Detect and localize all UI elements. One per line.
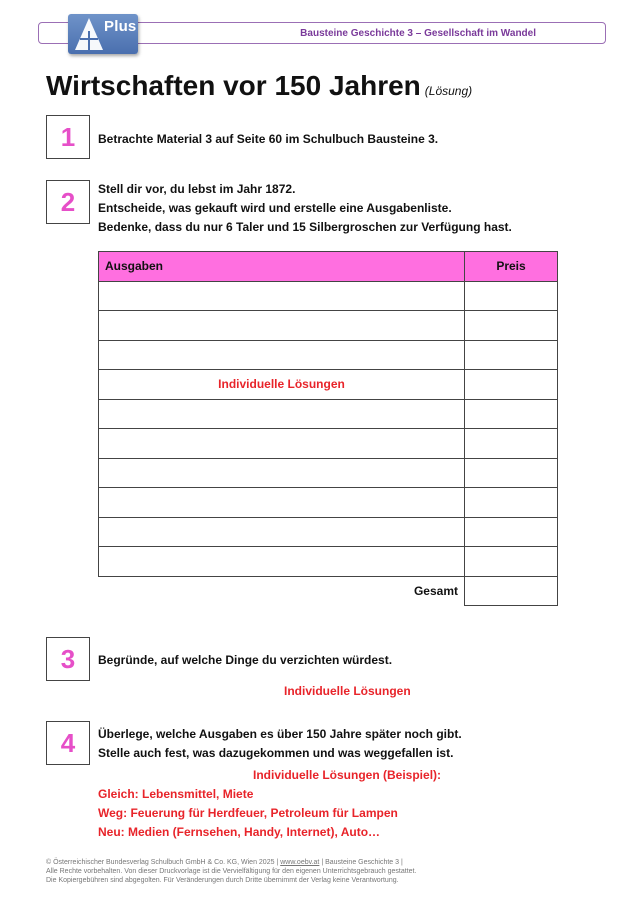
price-cell[interactable] (465, 340, 558, 370)
task-4-answer-line: Neu: Medien (Fernsehen, Handy, Internet), Auto… (98, 825, 381, 839)
table-row (99, 311, 558, 341)
solution-note: Individuelle Lösungen (99, 370, 465, 400)
task-4-answer-line: Weg: Feuerung für Herdfeuer, Petroleum für Lampen (98, 806, 398, 820)
task-2-text (98, 180, 512, 237)
table-row (99, 281, 558, 311)
table-row (99, 488, 558, 518)
task-3-answer: Individuelle Lösungen (284, 684, 411, 698)
task-2-line: Bedenke, dass du nur 6 Taler und 15 Silbergroschen zur Verfügung hast. (98, 220, 512, 234)
page-title-main: Wirtschaften vor 150 Jahren (46, 70, 421, 101)
price-cell[interactable] (465, 281, 558, 311)
task-2-line: Entscheide, was gekauft wird und erstelle eine Ausgabenliste. (98, 201, 452, 215)
expense-cell[interactable] (99, 488, 465, 518)
price-cell[interactable] (465, 517, 558, 547)
task-1-line: Betrachte Material 3 auf Seite 60 im Schulbuch Bausteine 3. (98, 132, 439, 146)
task-3-line: Begründe, auf welche Dinge du verzichten würdest. (98, 653, 393, 667)
table-row (99, 547, 558, 577)
price-cell[interactable] (465, 311, 558, 341)
series-title: Bausteine Geschichte 3 – Gesellschaft im Wandel (300, 28, 536, 39)
task-2-line: Stell dir vor, du lebst im Jahr 1872. (98, 182, 296, 196)
footer-line: Die Kopiergebühren sind abgegolten. Für Veränderungen durch Dritte übernimmt der Verlag keine Verantwortung. (46, 877, 399, 884)
table-header-row (99, 252, 558, 282)
column-header-expenses: Ausgaben (99, 252, 465, 282)
expense-cell[interactable] (99, 311, 465, 341)
expense-cell[interactable] (99, 517, 465, 547)
task-number-1: 1 (46, 115, 90, 159)
price-cell[interactable] (465, 429, 558, 459)
task-4-text (98, 725, 462, 763)
publisher-link[interactable]: www.oebv.at (280, 859, 320, 866)
page-title (46, 70, 472, 102)
task-4-answer-heading: Individuelle Lösungen (Beispiel): (253, 768, 442, 782)
footer-line (46, 858, 466, 867)
price-cell[interactable] (465, 458, 558, 488)
task-3-text (98, 651, 392, 670)
task-4-line: Überlege, welche Ausgaben es über 150 Jahre später noch gibt. (98, 727, 462, 741)
publisher-logo (68, 14, 138, 54)
price-cell[interactable] (465, 399, 558, 429)
footer-copyright: © Österreichischer Bundesverlag Schulbuch GmbH & Co. KG, Wien 2025 | (46, 859, 281, 866)
expense-cell[interactable] (99, 399, 465, 429)
footer-line: Alle Rechte vorbehalten. Von dieser Druckvorlage ist die Vervielfältigung für den eigenen Unterrichtsgebrauch gestattet. (46, 868, 417, 875)
expense-cell[interactable] (99, 281, 465, 311)
table-row (99, 517, 558, 547)
footer (46, 858, 466, 885)
expense-table (98, 251, 558, 606)
task-number-2: 2 (46, 180, 90, 224)
expense-cell[interactable] (99, 547, 465, 577)
footer-book: | Bausteine Geschichte 3 | (319, 859, 403, 866)
table-row (99, 340, 558, 370)
price-cell[interactable] (465, 370, 558, 400)
table-row (99, 399, 558, 429)
column-header-price: Preis (465, 252, 558, 282)
table-row (99, 370, 558, 400)
expense-cell[interactable] (99, 458, 465, 488)
expense-cell[interactable] (99, 429, 465, 459)
price-cell[interactable] (465, 547, 558, 577)
task-1-text (98, 130, 438, 149)
total-row (99, 576, 558, 606)
table-row (99, 458, 558, 488)
task-4-line: Stelle auch fest, was dazugekommen und was weggefallen ist. (98, 746, 454, 760)
task-number-4: 4 (46, 721, 90, 765)
total-label: Gesamt (413, 584, 458, 598)
task-4-answer-line: Gleich: Lebensmittel, Miete (98, 787, 254, 801)
triangle-logo-icon (74, 17, 104, 51)
page-title-sub: (Lösung) (424, 84, 473, 98)
expense-cell[interactable] (99, 340, 465, 370)
table-row (99, 429, 558, 459)
logo-text: Plus (104, 18, 137, 35)
price-cell[interactable] (465, 488, 558, 518)
total-cell[interactable] (465, 576, 558, 606)
task-number-3: 3 (46, 637, 90, 681)
